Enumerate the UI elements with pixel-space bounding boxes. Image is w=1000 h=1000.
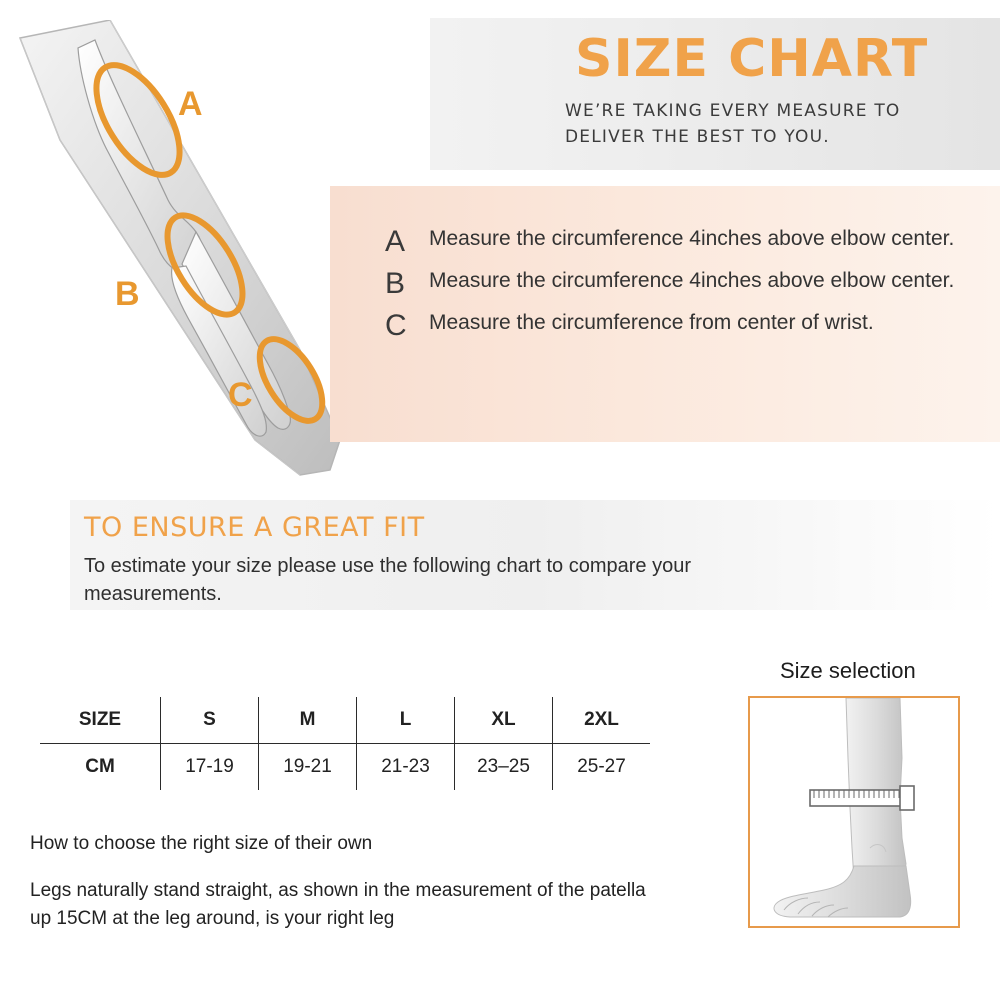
table-cell-s: 17-19 bbox=[161, 744, 259, 791]
measure-text-b: Measure the circumference 4inches above elbow center. bbox=[429, 269, 955, 292]
table-header-l: L bbox=[357, 697, 455, 744]
list-item bbox=[385, 309, 985, 343]
page-title: SIZE CHART bbox=[575, 29, 929, 89]
measure-letter-a: A bbox=[385, 225, 406, 258]
illustration-label-c: C bbox=[228, 376, 253, 414]
list-item bbox=[385, 225, 985, 259]
foot-shape bbox=[774, 866, 911, 917]
leg-measurement-illustration bbox=[750, 698, 958, 926]
table-header-xl: XL bbox=[455, 697, 553, 744]
table-cell-l: 21-23 bbox=[357, 744, 455, 791]
table-header-2xl: 2XL bbox=[553, 697, 651, 744]
table-cell-xl: 23–25 bbox=[455, 744, 553, 791]
note-choose-size: How to choose the right size of their own bbox=[30, 833, 373, 854]
header-subtitle-line-2: DELIVER THE BEST TO YOU. bbox=[565, 127, 830, 147]
table-cell-2xl: 25-27 bbox=[553, 744, 651, 791]
fit-section-text: To estimate your size please use the following chart to compare your measurements. bbox=[84, 555, 691, 605]
measuring-tape bbox=[810, 786, 914, 810]
header-subtitle bbox=[565, 98, 985, 150]
table-header-row bbox=[40, 697, 650, 744]
table-row bbox=[40, 744, 650, 791]
table-cell-unit: CM bbox=[40, 744, 161, 791]
note-measurement-instructions: Legs naturally stand straight, as shown in the measurement of the patella up 15CM at the leg around, is your right leg bbox=[30, 880, 646, 929]
table-header-s: S bbox=[161, 697, 259, 744]
list-item bbox=[385, 267, 985, 301]
leg-shape bbox=[846, 698, 906, 880]
measure-letter-c: C bbox=[385, 309, 407, 342]
table-header-size: SIZE bbox=[40, 697, 161, 744]
size-selection-box bbox=[748, 696, 960, 928]
table-cell-m: 19-21 bbox=[259, 744, 357, 791]
measure-text-a: Measure the circumference 4inches above elbow center. bbox=[429, 227, 955, 250]
size-chart-table bbox=[40, 697, 650, 790]
measure-letter-b: B bbox=[385, 267, 406, 300]
fit-section-title: TO ENSURE A GREAT FIT bbox=[84, 512, 425, 543]
table-header-m: M bbox=[259, 697, 357, 744]
illustration-label-b: B bbox=[115, 275, 140, 313]
measure-instructions-list bbox=[385, 225, 985, 351]
illustration-label-a: A bbox=[178, 85, 203, 123]
measure-text-c: Measure the circumference from center of wrist. bbox=[429, 311, 874, 334]
header-subtitle-line-1: WE’RE TAKING EVERY MEASURE TO bbox=[565, 101, 901, 121]
size-selection-title: Size selection bbox=[780, 658, 916, 683]
